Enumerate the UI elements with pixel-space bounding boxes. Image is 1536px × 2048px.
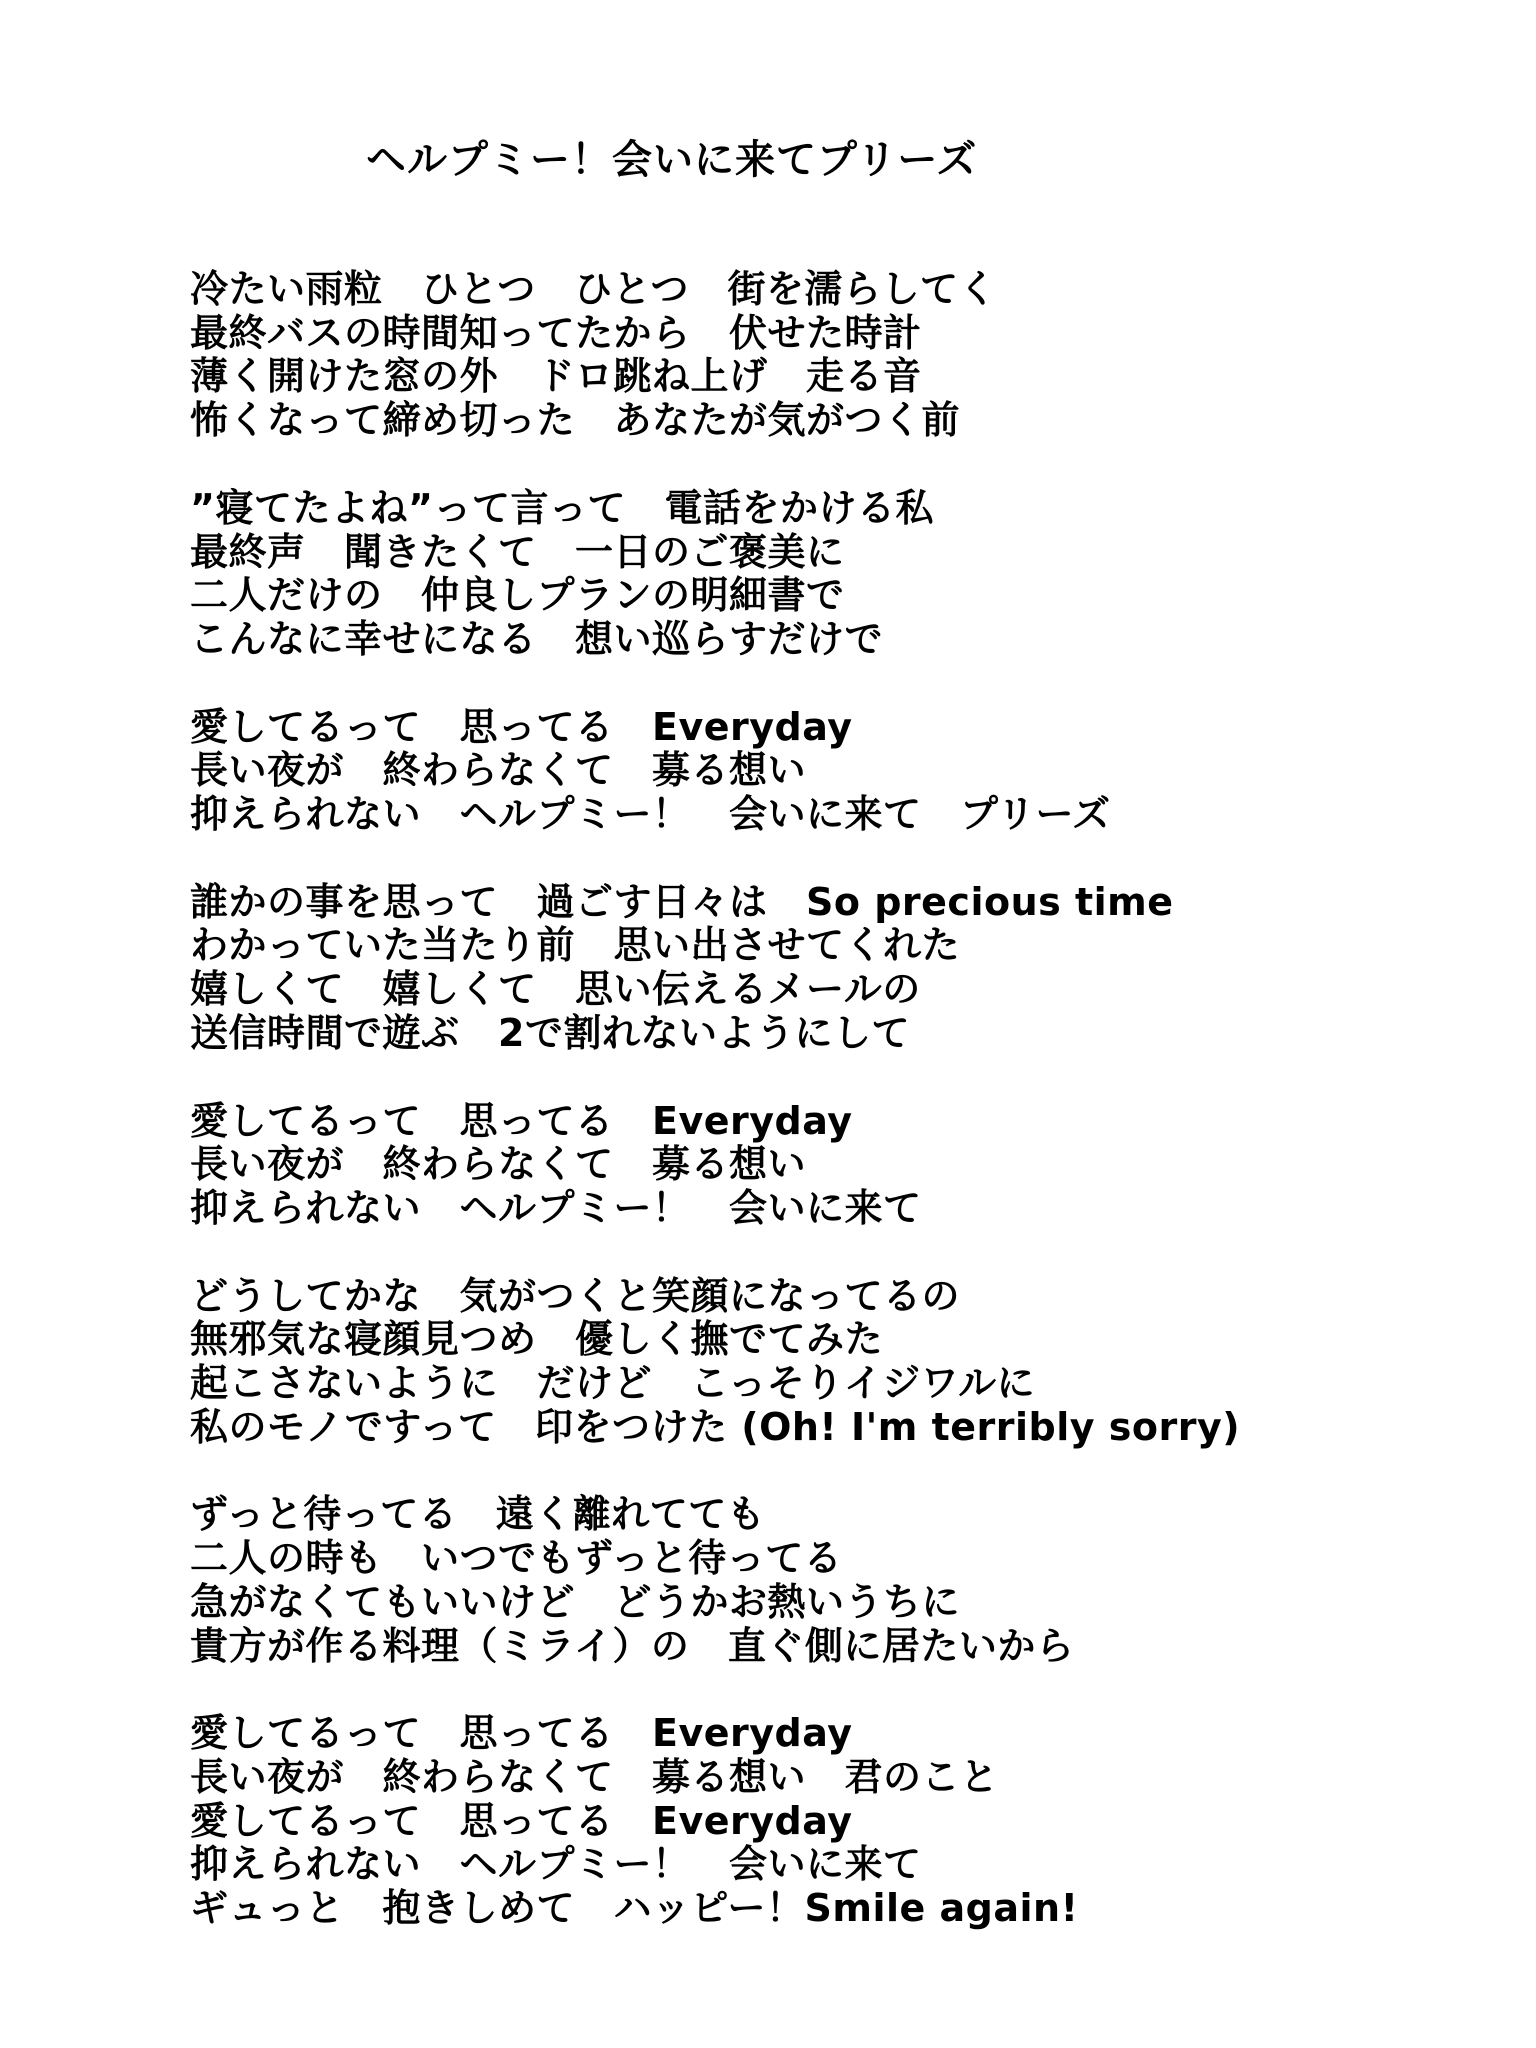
lyric-line: 怖くなって締め切った あなたが気がつく前	[190, 398, 961, 443]
stanza	[190, 706, 1510, 837]
lyric-line: 無邪気な寝顔見つめ 優しく撫でてみた	[190, 1317, 884, 1362]
lyric-line: 長い夜が 終わらなくて 募る想い	[190, 1142, 807, 1187]
stanza	[190, 268, 1510, 443]
lyric-line: 最終バスの時間知ってたから 伏せた時計	[190, 310, 922, 355]
stanza	[190, 1275, 1510, 1450]
stanza	[190, 487, 1510, 662]
lyric-line: 二人の時も いつでもずっと待ってる	[190, 1536, 843, 1581]
lyric-line: 嬉しくて 嬉しくて 思い伝えるメールの	[190, 967, 921, 1012]
lyric-line: 愛してるって 思ってる Everyday	[190, 704, 853, 749]
lyric-line: 抑えられない ヘルプミー！ 会いに来て	[190, 1842, 922, 1887]
lyric-line: こんなに幸せになる 想い巡らすだけで	[190, 616, 884, 661]
lyric-line: ”寝てたよね”って言って 電話をかける私	[190, 485, 934, 530]
stanza	[190, 1100, 1510, 1231]
lyric-line: 起こさないように だけど こっそりイジワルに	[190, 1361, 1036, 1406]
lyric-line: 愛してるって 思ってる Everyday	[190, 1711, 853, 1756]
lyric-line: 貴方が作る料理（ミライ）の 直ぐ側に居たいから	[190, 1623, 1075, 1668]
lyric-line: わかっていた当たり前 思い出させてくれた	[190, 923, 961, 968]
lyric-line: 二人だけの 仲良しプランの明細書で	[190, 573, 845, 618]
lyric-line: 長い夜が 終わらなくて 募る想い	[190, 748, 807, 793]
lyric-line: 抑えられない ヘルプミー！ 会いに来て プリーズ	[190, 792, 1111, 837]
lyric-line: 私のモノですって 印をつけた (Oh! I'm terribly sorry)	[190, 1404, 1241, 1449]
lyric-line: 急がなくてもいいけど どうかお熱いうちに	[190, 1579, 961, 1624]
lyrics-body	[190, 268, 1510, 1975]
stanza	[190, 881, 1510, 1056]
stanza	[190, 1712, 1510, 1931]
lyric-line: 愛してるって 思ってる Everyday	[190, 1798, 853, 1843]
lyric-line: 誰かの事を思って 過ごす日々は So precious time	[190, 879, 1174, 924]
lyric-line: ずっと待ってる 遠く離れてても	[190, 1492, 766, 1537]
lyric-line: 送信時間で遊ぶ 2で割れないようにして	[190, 1010, 910, 1055]
lyric-line: 愛してるって 思ってる Everyday	[190, 1098, 853, 1143]
lyric-line: 抑えられない ヘルプミー！ 会いに来て	[190, 1185, 922, 1230]
lyric-line: ギュっと 抱きしめて ハッピー！Smile again!	[190, 1886, 1079, 1931]
lyric-line: どうしてかな 気がつくと笑顔になってるの	[190, 1273, 961, 1318]
stanza	[190, 1493, 1510, 1668]
lyric-line: 冷たい雨粒 ひとつ ひとつ 街を濡らしてく	[190, 267, 997, 311]
song-title: ヘルプミー！会いに来てプリーズ	[366, 137, 978, 183]
lyric-line: 最終声 聞きたくて 一日のご褒美に	[190, 529, 845, 574]
lyric-line: 薄く開けた窓の外 ドロ跳ね上げ 走る音	[190, 354, 922, 399]
lyric-line: 長い夜が 終わらなくて 募る想い 君のこと	[190, 1754, 999, 1799]
